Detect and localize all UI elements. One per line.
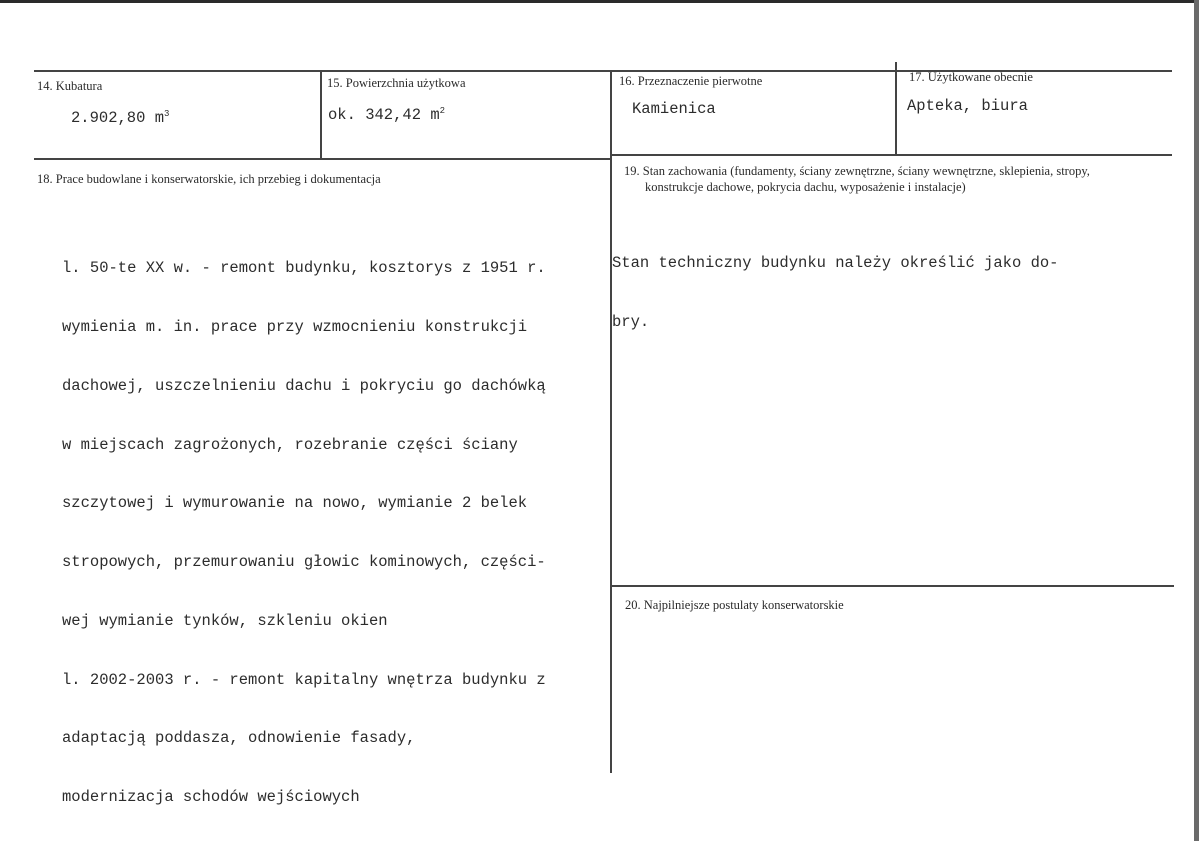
field16-value: Kamienica [632, 100, 716, 118]
field18-line: l. 2002-2003 r. - remont kapitalny wnętrza budynku z [62, 670, 546, 689]
field15-label: 15. Powierzchnia użytkowa [327, 76, 466, 90]
field18-line: dachowej, uszczelnieniu dachu i pokryciu go dachówką [62, 376, 546, 395]
field18-line: szczytowej i wymurowanie na nowo, wymianie 2 belek [62, 494, 528, 513]
left-row-divider [34, 158, 611, 160]
field17-value: Apteka, biura [907, 97, 1028, 115]
field20-top-border [611, 585, 1174, 587]
divider-14-15 [320, 70, 322, 160]
field18-label: 18. Prace budowlane i konserwatorskie, ich przebieg i dokumentacja [37, 172, 381, 186]
field19-text [612, 215, 1058, 372]
field18-line: w miejscach zagrożonych, rozebranie części ściany [62, 435, 518, 454]
divider-16-17 [895, 62, 897, 156]
field15-value: ok. 342,42 $m^2$ [328, 106, 446, 124]
field19-line: Stan techniczny budynku należy określić jako do- [612, 254, 1059, 273]
field18-line: adaptacją poddasza, odnowienie fasady, [62, 729, 416, 748]
field14-label: 14. Kubatura [37, 79, 103, 93]
field18-line: stropowych, przemurowaniu głowic kominowych, części- [62, 553, 546, 572]
scan-edge-right [1194, 0, 1199, 841]
field18-text [62, 220, 546, 847]
field18-line: wymienia m. in. prace przy wzmocnieniu konstrukcji [62, 317, 528, 336]
field19-label-line1: 19. Stan zachowania (fundamenty, ściany zewnętrzne, ściany wewnętrzne, sklepienia, stropy, [624, 164, 1090, 178]
field16-label: 16. Przeznaczenie pierwotne [619, 74, 763, 88]
field19-line: bry. [612, 312, 650, 331]
main-vertical-divider [610, 70, 612, 773]
field18-line: l. 50-te XX w. - remont budynku, kosztorys z 1951 r. [62, 259, 546, 278]
scan-edge-top [0, 0, 1199, 3]
field19-label-line2: konstrukcje dachowe, pokrycia dachu, wyposażenie i instalacje) [645, 180, 966, 194]
right-row-divider [611, 154, 1172, 156]
field17-label: 17. Użytkowane obecnie [909, 70, 1033, 84]
field14-value: 2.902,80 $m^3$ [71, 109, 170, 127]
field18-line: modernizacja schodów wejściowych [62, 788, 360, 807]
field18-line: wej wymianie tynków, szkleniu okien [62, 611, 388, 630]
field20-label: 20. Najpilniejsze postulaty konserwatorskie [625, 598, 844, 612]
